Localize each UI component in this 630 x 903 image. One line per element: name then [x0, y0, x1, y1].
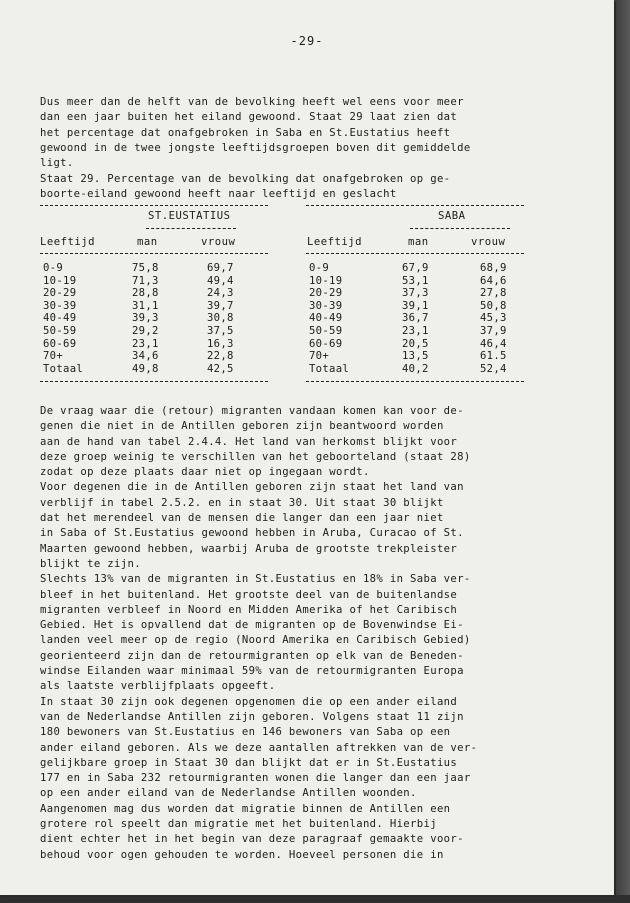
island-underline-right [410, 228, 510, 229]
intro-line: Dus meer dan de helft van de bevolking heeft wel eens voor meer [40, 96, 464, 108]
man-value: 13,5 [402, 350, 429, 363]
body-line: Slechts 13% van de migranten in St.Eustatius en 18% in Saba ver- [40, 573, 471, 586]
man-value: 31,1 [132, 299, 159, 312]
age-cell: 30-39 [309, 299, 343, 312]
man-value: 49,8 [132, 362, 159, 375]
man-value: 67,9 [402, 262, 429, 274]
age-cell: 20-29 [309, 287, 343, 300]
age-cell: 60-69 [43, 337, 77, 350]
header-rule-left [40, 253, 268, 254]
age-cell: Totaal [43, 362, 84, 375]
table-top-rule-right [306, 205, 524, 206]
body-line: dient echter het in het begin van deze paragraaf gemaakte voor- [40, 833, 464, 846]
age-cell: 10-19 [43, 274, 77, 287]
body-line: gelijkbare groep in Staat 30 dan blijkt dat er in St.Eustatius [40, 756, 458, 769]
age-cell: 10-19 [309, 274, 343, 287]
age-cell: 40-49 [43, 312, 77, 325]
body-line: deze groep weinig te verschillen van het geboorteland (staat 28) [40, 450, 471, 463]
body-line: van de Nederlandse Antillen zijn geboren. Volgens staat 11 zijn [40, 710, 464, 723]
body-line: behoud voor ogen gehouden te worden. Hoeveel personen die in [40, 848, 444, 861]
body-line: Voor degenen die in de Antillen geboren zijn staat het land van [40, 481, 464, 494]
man-value: 28,8 [132, 287, 159, 300]
age-cell: Totaal [309, 362, 350, 375]
man-value: 75,8 [132, 262, 159, 274]
island-underline-left [146, 228, 236, 229]
man-value: 34,6 [132, 350, 159, 363]
man-value: 39,3 [132, 312, 159, 325]
island-header-saba: SABA [438, 210, 466, 222]
body-paragraph [40, 404, 560, 863]
intro-line: dan een jaar buiten het eiland gewoond. Staat 29 laat zien dat [40, 111, 458, 124]
vrouw-value: 45,3 [480, 312, 507, 325]
table-caption [40, 172, 450, 202]
man-value: 23,1 [132, 337, 159, 350]
vrouw-value: 39,7 [207, 299, 234, 312]
vrouw-value: 69,7 [207, 262, 234, 274]
body-line: georienteerd zijn dan de retourmigranten op elk van de Beneden- [40, 649, 464, 662]
vrouw-value: 64,6 [480, 274, 507, 287]
man-value: 37,3 [402, 287, 429, 300]
page-edge-shadow [614, 0, 630, 903]
vrouw-value: 16,3 [207, 337, 234, 350]
man-value: 71,3 [132, 274, 159, 287]
vrouw-value: 37,9 [480, 325, 507, 337]
caption-line: Staat 29. Percentage van de bevolking dat onafgebroken op ge- [40, 173, 451, 185]
age-cell: 50-59 [309, 325, 343, 337]
vrouw-value: 61.5 [480, 350, 507, 363]
vrouw-value: 68,9 [480, 262, 507, 274]
body-line: op een ander eiland van de Nederlandse Antillen woonden. [40, 787, 417, 800]
body-line: genen die niet in de Antillen geboren zijn beantwoord worden [40, 420, 444, 433]
intro-line: gewoond in de twee jongste leeftijdsgroepen boven dit gemiddelde [40, 141, 471, 154]
body-line: landen veel meer op de regio (Noord Amerika en Caribisch Gebied) [40, 634, 471, 647]
vrouw-value: 27,8 [480, 287, 507, 300]
man-value: 39,1 [402, 299, 429, 312]
age-cell: 40-49 [309, 312, 343, 325]
man-value: 29,2 [132, 325, 159, 337]
page-number: -29- [290, 34, 324, 48]
body-line: Gebied. Het is opvallend dat de migranten op de Bovenwindse Ei- [40, 619, 464, 632]
body-line: als laatste verblijfplaats opgeeft. [40, 680, 276, 693]
man-value: 36,7 [402, 312, 429, 325]
body-line: dat het merendeel van de mensen die langer dan een jaar niet [40, 512, 444, 525]
body-line: windse Eilanden waar minimaal 59% van de retourmigranten Europa [40, 665, 464, 678]
col-header-man-left: man [137, 236, 158, 248]
man-value: 20,5 [402, 337, 429, 350]
body-line: in Saba of St.Eustatius gewoond hebben in Aruba, Curacao of St. [40, 527, 464, 540]
age-cell: 0-9 [43, 262, 64, 274]
table-bottom-rule-left [40, 381, 268, 382]
body-line: aan de hand van tabel 2.4.4. Het land van herkomst blijkt voor [40, 435, 458, 448]
body-line: 177 en in Saba 232 retourmigranten wonen die langer dan een jaar [40, 772, 471, 785]
table-top-rule-left [40, 205, 268, 206]
body-line: migranten verbleef in Noord en Midden Amerika of het Caribisch [40, 603, 458, 616]
age-cell: 70+ [43, 350, 64, 363]
body-line: blijkt te zijn. [40, 557, 141, 570]
vrouw-value: 22,8 [207, 350, 234, 363]
age-cell: 60-69 [309, 337, 343, 350]
age-cell: 30-39 [43, 299, 77, 312]
vrouw-value: 50,8 [480, 299, 507, 312]
body-line: verblijf in tabel 2.5.2. en in staat 30. Uit staat 30 blijkt [40, 496, 444, 509]
age-cell: 70+ [309, 350, 330, 363]
page-bottom-shadow [0, 895, 630, 903]
body-line: zodat op deze plaats daar niet op ingegaan wordt. [40, 466, 370, 479]
vrouw-value: 42,5 [207, 362, 234, 375]
body-line: In staat 30 zijn ook degenen opgenomen die op een ander eiland [40, 695, 458, 708]
vrouw-value: 52,4 [480, 362, 507, 375]
col-header-age-right: Leeftijd [307, 236, 363, 248]
vrouw-value: 49,4 [207, 274, 234, 287]
age-cell: 20-29 [43, 287, 77, 300]
col-header-vrouw-right: vrouw [471, 236, 506, 248]
col-header-age-left: Leeftijd [40, 236, 96, 248]
island-header-st-eustatius: ST.EUSTATIUS [148, 210, 231, 222]
man-value: 40,2 [402, 362, 429, 375]
man-value: 23,1 [402, 325, 429, 337]
man-value: 53,1 [402, 274, 429, 287]
body-line: ander eiland geboren. Als we deze aantallen aftrekken van de ver- [40, 741, 478, 754]
intro-line: ligt. [40, 157, 74, 170]
body-line: bleef in het buitenland. Het grootste deel van de buitenlandse [40, 588, 458, 601]
vrouw-value: 46,4 [480, 337, 507, 350]
intro-paragraph [40, 95, 560, 171]
vrouw-value: 30,8 [207, 312, 234, 325]
age-cell: 0-9 [309, 262, 330, 274]
body-line: 180 bewoners van St.Eustatius en 146 bewoners van Saba op een [40, 726, 451, 739]
caption-line: boorte-eiland gewoond heeft naar leeftijd en geslacht [40, 188, 397, 200]
col-header-vrouw-left: vrouw [201, 236, 236, 248]
vrouw-value: 24,3 [207, 287, 234, 300]
age-cell: 50-59 [43, 325, 77, 337]
header-rule-right [306, 253, 524, 254]
vrouw-value: 37,5 [207, 325, 234, 337]
body-line: grotere rol speelt dan migratie met het buitenland. Hierbij [40, 818, 437, 831]
table-bottom-rule-right [306, 381, 524, 382]
body-line: De vraag waar die (retour) migranten vandaan komen kan voor de- [40, 405, 464, 417]
body-line: Maarten gewoond hebben, waarbij Aruba de grootste trekpleister [40, 542, 458, 555]
intro-line: het percentage dat onafgebroken in Saba en St.Eustatius heeft [40, 126, 451, 139]
col-header-man-right: man [408, 236, 429, 248]
body-line: Aangenomen mag dus worden dat migratie binnen de Antillen een [40, 802, 451, 815]
